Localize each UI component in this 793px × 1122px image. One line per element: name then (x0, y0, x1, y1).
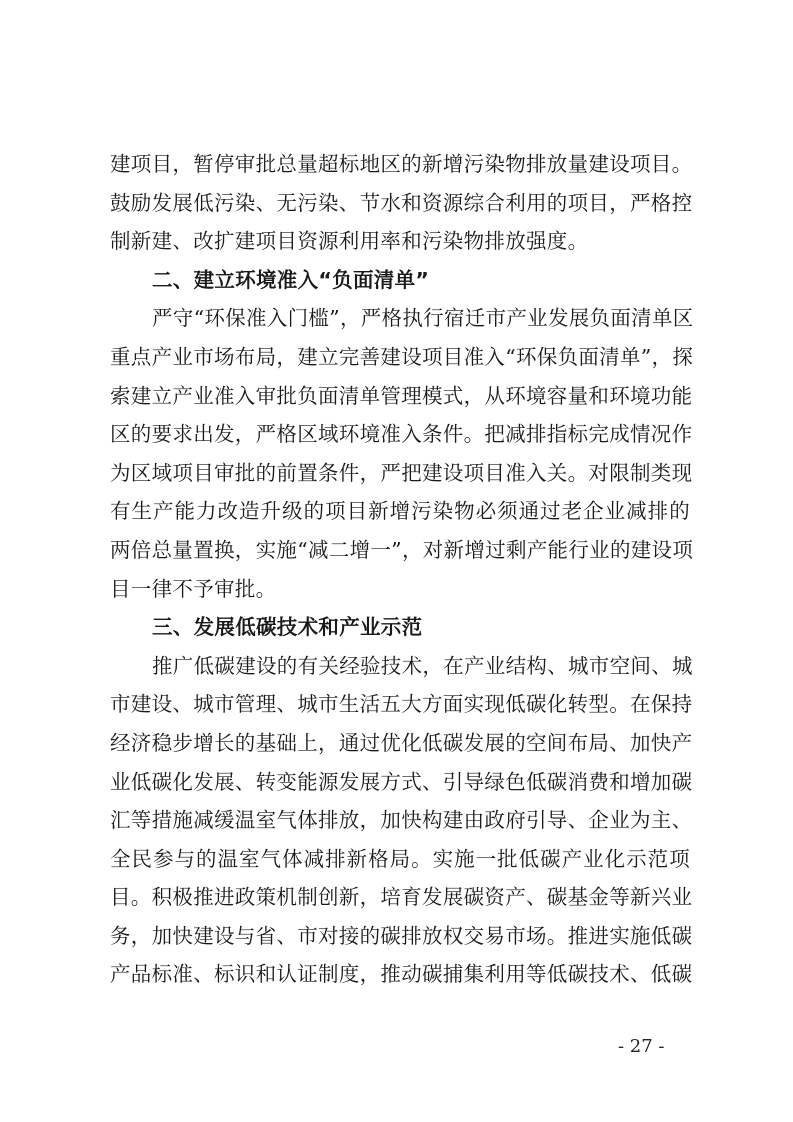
paragraph-1-line-1: 建项目，暂停审批总量超标地区的新增污染物排放量建设项目。 (110, 152, 693, 176)
paragraph-3-line-8: 务，加快建设与省、市对接的碳排放权交易市场。推进实施低碳 (110, 923, 693, 948)
paragraph-2-line-2: 重点产业市场布局，建立完善建设项目准入“环保负面清单”，探 (110, 344, 694, 369)
paragraph-2-line-6: 有生产能力改造升级的项目新增污染物必须通过老企业减排的 (110, 499, 690, 524)
paragraph-2-line-5: 为区域项目审批的前置条件，严把建设项目准入关。对限制类现 (110, 460, 693, 485)
section-heading-3: 三、发展低碳技术和产业示范 (152, 615, 423, 640)
paragraph-2-line-8: 目一律不予审批。 (110, 576, 277, 601)
paragraph-3-line-3: 经济稳步增长的基础上，通过优化低碳发展的空间布局、加快产 (110, 730, 693, 755)
paragraph-2-line-1: 严守“环保准入门槛”，严格执行宿迁市产业发展负面清单区 (152, 306, 694, 331)
paragraph-3-line-2: 市建设、城市管理、城市生活五大方面实现低碳化转型。在保持 (110, 692, 693, 717)
paragraph-3-line-1: 推广低碳建设的有关经验技术，在产业结构、城市空间、城 (152, 653, 693, 678)
paragraph-2-line-4: 区的要求出发，严格区域环境准入条件。把减排指标完成情况作 (110, 422, 693, 447)
paragraph-3-line-9: 产品标准、标识和认证制度，推动碳捕集利用等低碳技术、低碳 (110, 962, 693, 987)
paragraph-3-line-7: 目。积极推进政策机制创新，培育发展碳资产、碳基金等新兴业 (110, 885, 693, 910)
paragraph-3-line-4: 业低碳化发展、转变能源发展方式、引导绿色低碳消费和增加碳 (110, 769, 693, 794)
paragraph-1-line-3: 制新建、改扩建项目资源利用率和污染物排放强度。 (110, 229, 589, 254)
paragraph-1-line-2: 鼓励发展低污染、无污染、节水和资源综合利用的项目，严格控 (110, 190, 693, 215)
body-text (110, 145, 694, 994)
paragraph-2-line-7: 两倍总量置换，实施“减二增一”，对新增过剩产能行业的建设项 (110, 537, 694, 562)
paragraph-3-line-6: 全民参与的温室气体减排新格局。实施一批低碳产业化示范项 (110, 846, 690, 871)
paragraph-2-line-3: 索建立产业准入审批负面清单管理模式，从环境容量和环境功能 (110, 383, 693, 408)
paragraph-3-line-5: 汇等措施减缓温室气体排放，加快构建由政府引导、企业为主、 (110, 808, 693, 833)
page-number: - 27 - (618, 1036, 665, 1057)
section-heading-2: 二、建立环境准入“负面清单” (152, 267, 430, 292)
